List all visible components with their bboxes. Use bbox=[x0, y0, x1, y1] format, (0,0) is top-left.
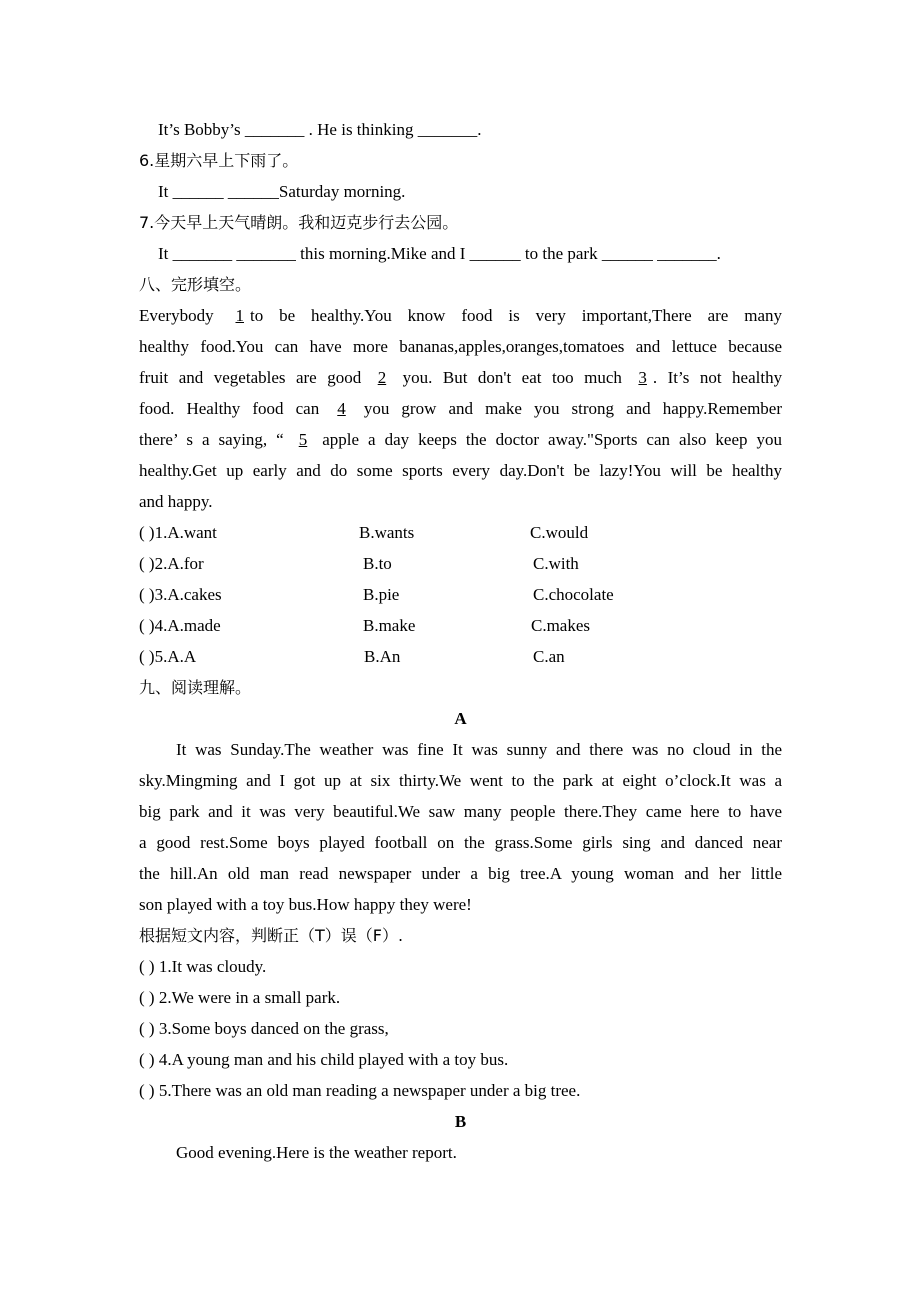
option-c: C.with bbox=[533, 554, 579, 573]
section-8-heading: 八、完形填空。 bbox=[139, 275, 252, 294]
passage-a-line-1: It was Sunday.The weather was fine It was sunny and there was no cloud in the bbox=[176, 740, 782, 759]
option-b: B.An bbox=[364, 647, 401, 666]
option-row-5 bbox=[139, 641, 782, 672]
true-false-item-4: ( ) 4.A young man and his child played with a toy bus. bbox=[139, 1050, 509, 1069]
true-false-item-5: ( ) 5.There was an old man reading a newspaper under a big tree. bbox=[139, 1081, 581, 1100]
option-a: ( )2.A.for bbox=[139, 554, 204, 573]
cloze-text: Everybody bbox=[139, 306, 214, 325]
question-6-english: It ______ ______Saturday morning. bbox=[158, 182, 406, 201]
question-6-chinese: 6.星期六早上下雨了。 bbox=[139, 151, 299, 170]
cloze-text: there’ s a saying, “ bbox=[139, 430, 284, 449]
option-a: ( )4.A.made bbox=[139, 616, 221, 635]
true-false-item-1: ( ) 1.It was cloudy. bbox=[139, 957, 267, 976]
true-false-item-2: ( ) 2.We were in a small park. bbox=[139, 988, 341, 1007]
cloze-blank-1: 1 bbox=[235, 306, 244, 325]
option-b: B.pie bbox=[363, 585, 400, 604]
cloze-line-1 bbox=[139, 300, 782, 331]
cloze-blank-2: 2 bbox=[377, 368, 387, 387]
true-false-instruction: 根据短文内容，判断正（T）误（F）. bbox=[139, 926, 404, 945]
option-row-1 bbox=[139, 517, 782, 548]
cloze-text: to be healthy.You know food is very important,There are many bbox=[249, 306, 782, 325]
cloze-blank-5: 5 bbox=[298, 430, 308, 449]
cloze-line-5 bbox=[139, 424, 782, 455]
option-row-2 bbox=[139, 548, 782, 579]
option-a: ( )5.A.A bbox=[139, 647, 197, 666]
true-false-item-3: ( ) 3.Some boys danced on the grass, bbox=[139, 1019, 389, 1038]
passage-a-line-5: the hill.An old man read newspaper under a big tree.A young woman and her little bbox=[139, 864, 782, 883]
passage-a-line-2: sky.Mingming and I got up at six thirty.We went to the park at eight o’clock.It was a bbox=[139, 771, 782, 790]
cloze-line-4 bbox=[139, 393, 782, 424]
option-c: C.an bbox=[533, 647, 565, 666]
option-c: C.would bbox=[530, 523, 589, 542]
question-7-english: It _______ _______ this morning.Mike and I ______ to the park ______ _______. bbox=[158, 244, 721, 263]
option-c: C.makes bbox=[531, 616, 591, 635]
cloze-text: food. Healthy food can bbox=[139, 399, 320, 418]
cloze-line-2: healthy food.You can have more bananas,apples,oranges,tomatoes and lettuce because bbox=[139, 337, 782, 356]
option-row-4 bbox=[139, 610, 782, 641]
cloze-text: fruit and vegetables are good bbox=[139, 368, 362, 387]
passage-b-line-1: Good evening.Here is the weather report. bbox=[176, 1143, 457, 1162]
cloze-text: apple a day keeps the doctor away."Sports can also keep you bbox=[322, 430, 782, 449]
passage-a-title: A bbox=[454, 709, 467, 728]
cloze-blank-3: 3 bbox=[638, 368, 647, 387]
option-b: B.to bbox=[363, 554, 392, 573]
bobby-sentence: It’s Bobby’s _______ . He is thinking _______. bbox=[158, 120, 482, 139]
option-b: B.wants bbox=[359, 523, 415, 542]
cloze-text: . It’s not healthy bbox=[652, 368, 783, 387]
passage-b-title: B bbox=[454, 1112, 467, 1131]
option-row-3 bbox=[139, 579, 782, 610]
option-c: C.chocolate bbox=[533, 585, 614, 604]
cloze-text: you grow and make you strong and happy.Remember bbox=[363, 399, 782, 418]
passage-a-line-3: big park and it was very beautiful.We saw many people there.They came here to have bbox=[139, 802, 782, 821]
option-a: ( )1.A.want bbox=[139, 523, 217, 542]
option-b: B.make bbox=[363, 616, 416, 635]
cloze-blank-4: 4 bbox=[337, 399, 346, 418]
cloze-line-7: and happy. bbox=[139, 492, 213, 511]
section-9-heading: 九、阅读理解。 bbox=[139, 678, 252, 697]
cloze-text: you. But don't eat too much bbox=[402, 368, 622, 387]
cloze-line-3 bbox=[139, 362, 782, 393]
passage-a-line-6: son played with a toy bus.How happy they were! bbox=[139, 895, 472, 914]
question-7-chinese: 7.今天早上天气晴朗。我和迈克步行去公园。 bbox=[139, 213, 459, 232]
passage-a-line-4: a good rest.Some boys played football on the grass.Some girls sing and danced near bbox=[139, 833, 782, 852]
option-a: ( )3.A.cakes bbox=[139, 585, 222, 604]
cloze-line-6: healthy.Get up early and do some sports every day.Don't be lazy!You will be healthy bbox=[139, 461, 782, 480]
